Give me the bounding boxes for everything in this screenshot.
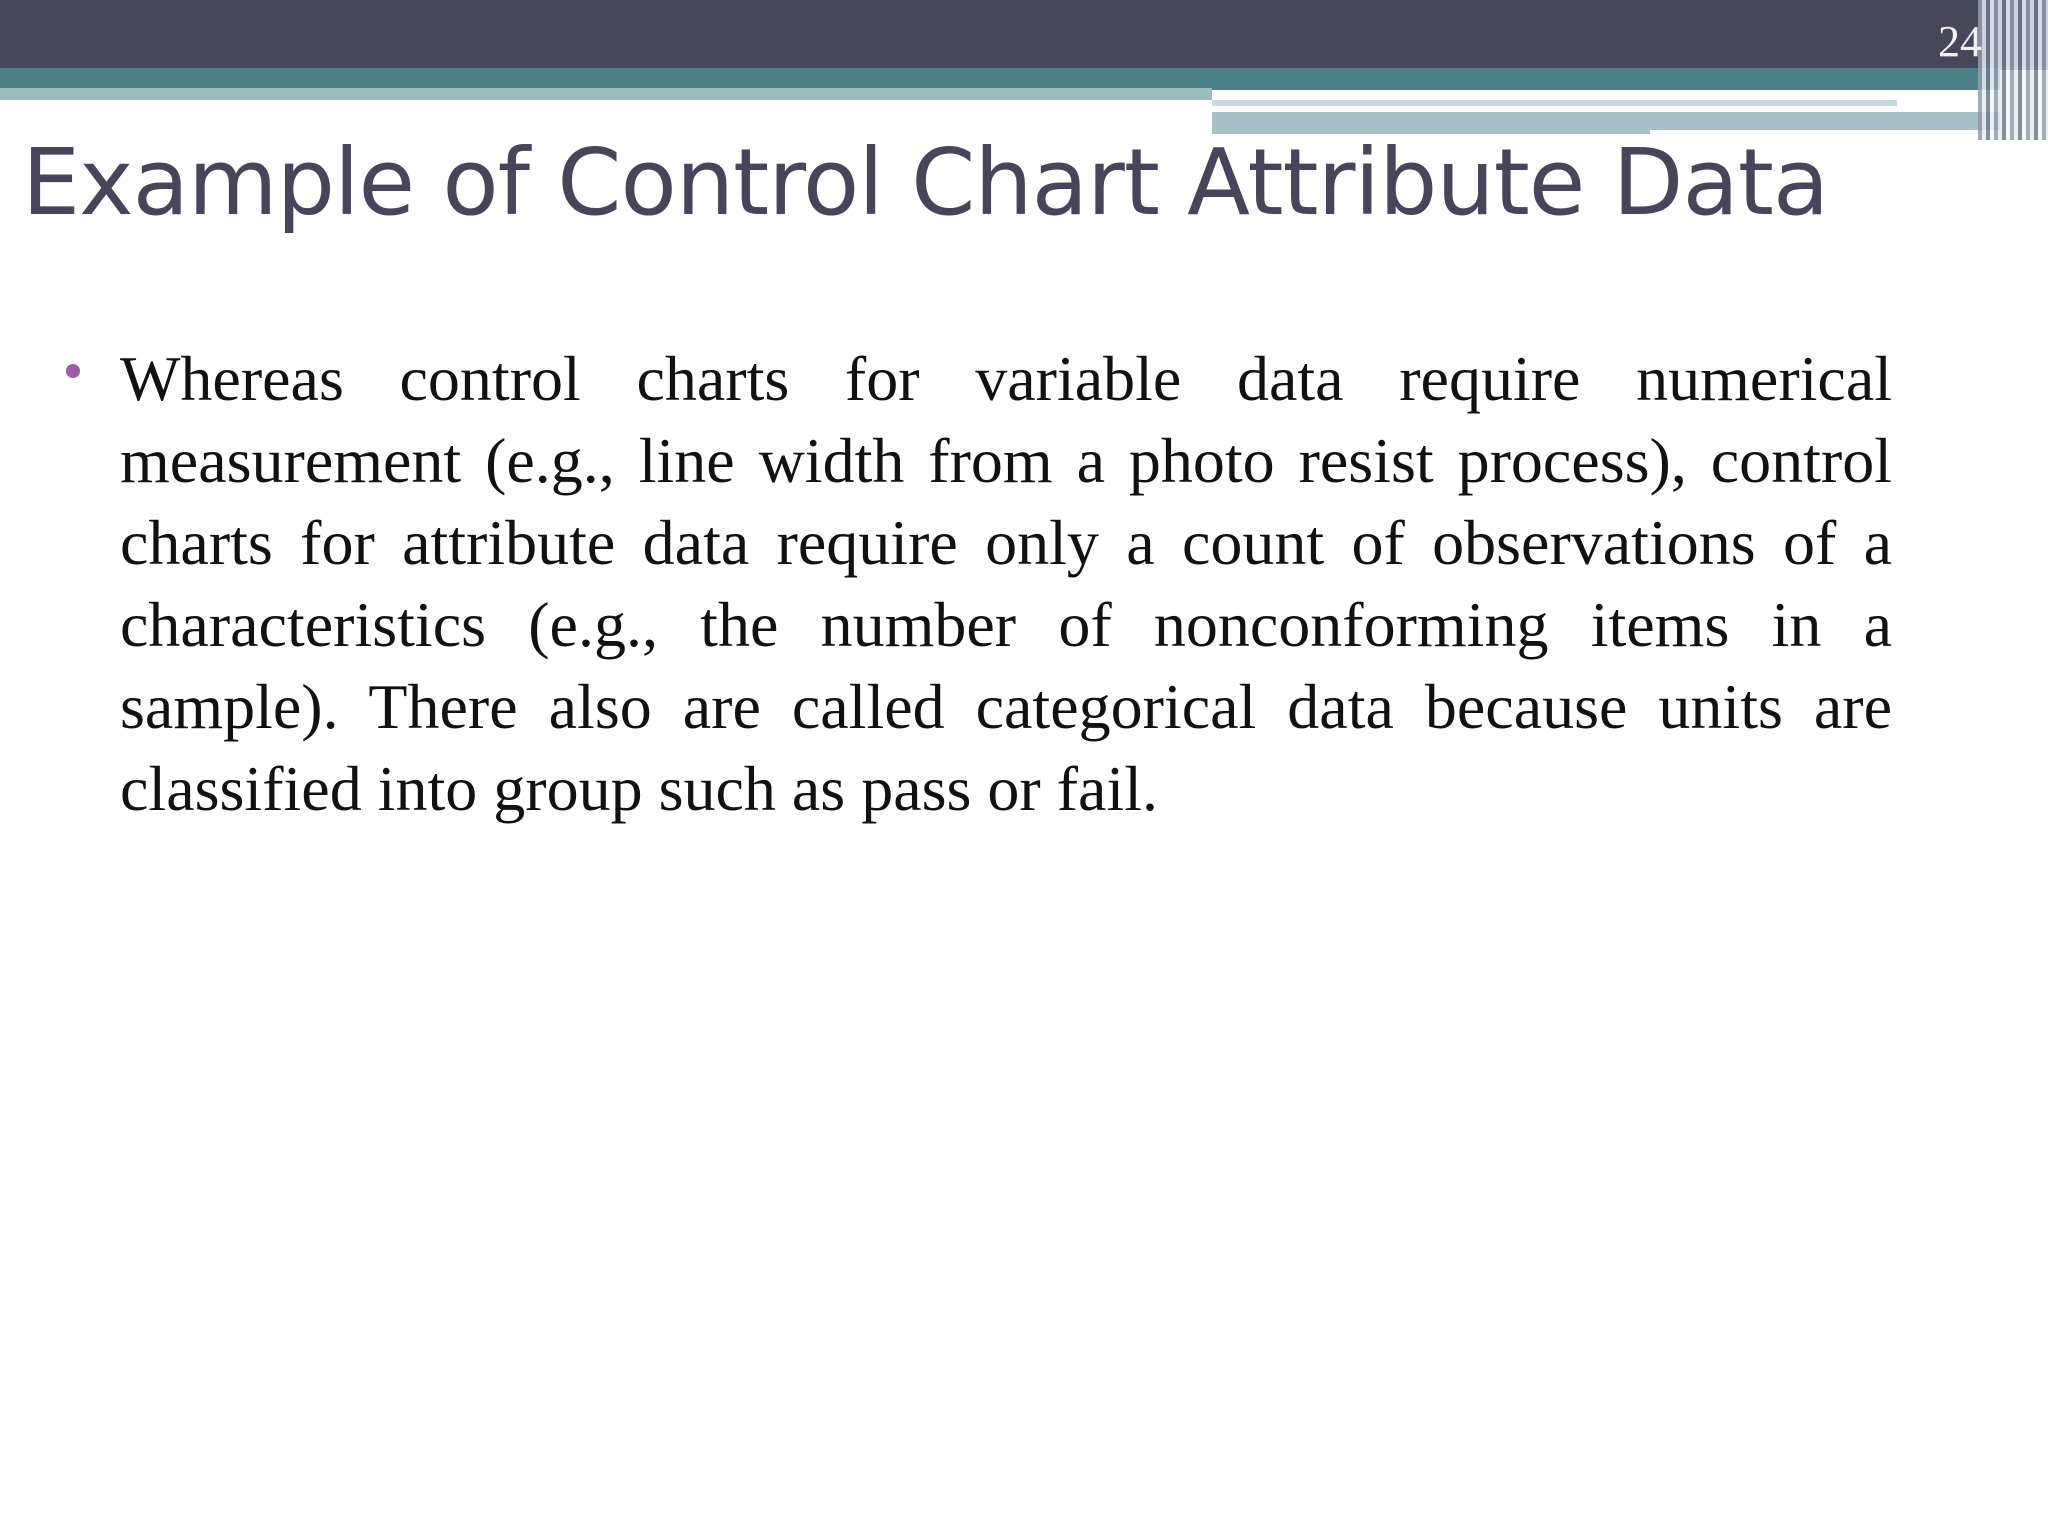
decorative-stripes: [1978, 0, 2048, 140]
bullet-icon: [66, 364, 80, 378]
slide-title: Example of Control Chart Attribute Data: [22, 129, 1829, 236]
bullet-list: [60, 338, 1892, 830]
teal-accent-band: [0, 68, 2000, 90]
list-item: [60, 338, 1892, 830]
header-band: [0, 0, 2048, 70]
light-accent-band-left: [0, 88, 1212, 100]
slide-number: 24: [1938, 17, 1982, 66]
light-accent-line-right: [1212, 100, 1897, 106]
bullet-text: Whereas control charts for variable data require numerical measurement (e.g., line width from a photo resist process), control charts for attribute data require only a count of observations of a characteristics (e.g., the number of nonconforming items in a sample). There also are called categorical data because units are classified into group such as pass or fail.: [120, 343, 1892, 824]
